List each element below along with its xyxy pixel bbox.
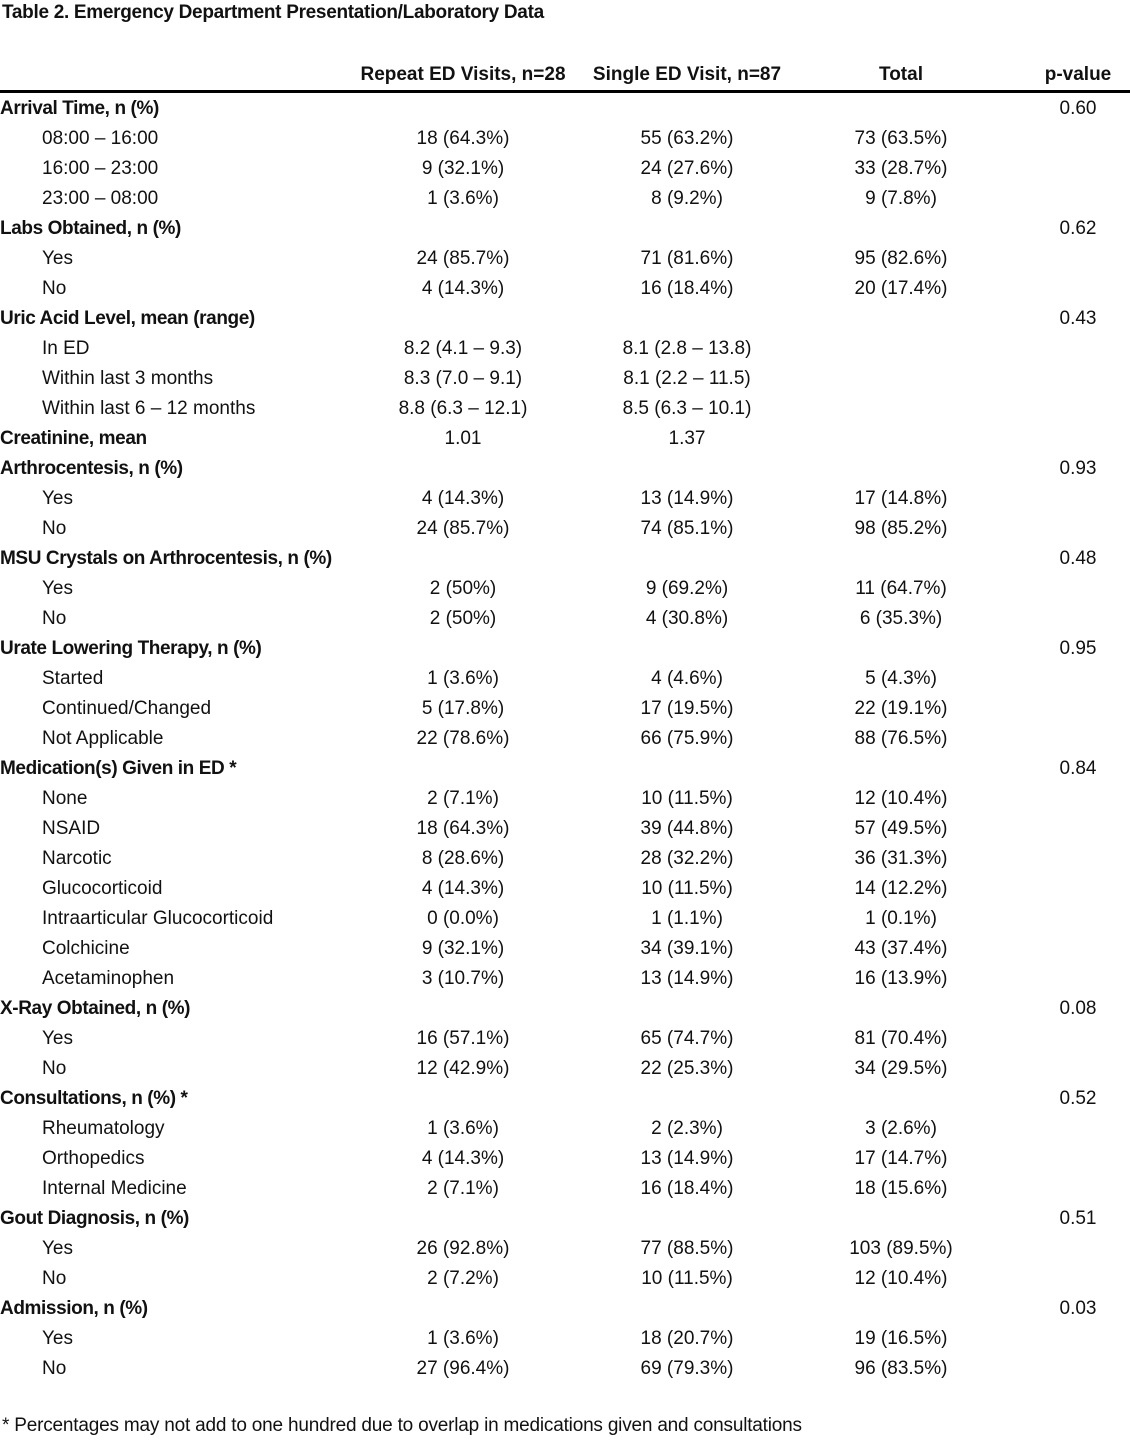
repeat-ed-visits-cell: 9 (32.1%) [421,158,505,179]
row-label: In ED [42,338,90,359]
row-label: Internal Medicine [42,1178,187,1199]
repeat-ed-visits-cell: 1 (3.6%) [427,668,499,689]
repeat-ed-visits-cell: 16 (57.1%) [416,1028,510,1049]
table-row [0,694,1130,724]
p-value-cell: 0.48 [1059,548,1097,569]
row-label: Creatinine, mean [0,428,147,449]
row-label: Glucocorticoid [42,878,163,899]
total-cell: 16 (13.9%) [854,968,948,989]
table-group-row [0,424,1130,454]
repeat-ed-visits-cell: 1 (3.6%) [427,1328,499,1349]
repeat-ed-visits-cell: 2 (7.1%) [427,788,499,809]
single-ed-visit-cell: 4 (4.6%) [651,668,723,689]
table-row [0,484,1130,514]
single-ed-visit-cell: 10 (11.5%) [641,788,733,809]
row-label: Urate Lowering Therapy, n (%) [0,638,262,659]
header-single-ed-visit: Single ED Visit, n=87 [592,64,782,85]
table-row [0,664,1130,694]
row-label: Yes [42,1328,73,1349]
table-row [0,1324,1130,1354]
row-label: Consultations, n (%) * [0,1088,188,1109]
total-cell: 11 (64.7%) [855,578,947,599]
row-label: No [42,1058,67,1079]
row-label: 08:00 – 16:00 [42,128,159,149]
p-value-cell: 0.43 [1059,308,1097,329]
single-ed-visit-cell: 9 (69.2%) [645,578,729,599]
row-label: Gout Diagnosis, n (%) [0,1208,189,1229]
table-row [0,784,1130,814]
total-cell: 98 (85.2%) [854,518,948,539]
single-ed-visit-cell: 74 (85.1%) [640,518,734,539]
table-group-row [0,544,1130,574]
total-cell: 36 (31.3%) [854,848,948,869]
single-ed-visit-cell: 1.37 [668,428,706,449]
p-value-cell: 0.52 [1059,1088,1097,1109]
single-ed-visit-cell: 13 (14.9%) [640,488,734,509]
header-repeat-ed-visits: Repeat ED Visits, n=28 [360,64,566,85]
table-footnote: * Percentages may not add to one hundred due to overlap in medications given and consultations [2,1415,802,1436]
table-row [0,1114,1130,1144]
single-ed-visit-cell: 24 (27.6%) [640,158,734,179]
single-ed-visit-cell: 4 (30.8%) [645,608,729,629]
table-row [0,1144,1130,1174]
single-ed-visit-cell: 22 (25.3%) [640,1058,734,1079]
repeat-ed-visits-cell: 24 (85.7%) [416,518,510,539]
table-header-row [0,62,1130,88]
row-label: Uric Acid Level, mean (range) [0,308,255,329]
row-label: Not Applicable [42,728,164,749]
p-value-cell: 0.08 [1059,998,1097,1019]
row-label: No [42,278,67,299]
repeat-ed-visits-cell: 4 (14.3%) [421,488,505,509]
row-label: Rheumatology [42,1118,165,1139]
table-row [0,154,1130,184]
repeat-ed-visits-cell: 1.01 [444,428,482,449]
table-row [0,334,1130,364]
single-ed-visit-cell: 13 (14.9%) [640,1148,734,1169]
repeat-ed-visits-cell: 27 (96.4%) [416,1358,510,1379]
p-value-cell: 0.84 [1059,758,1097,779]
p-value-cell: 0.03 [1059,1298,1097,1319]
total-cell: 96 (83.5%) [854,1358,948,1379]
total-cell: 34 (29.5%) [854,1058,948,1079]
total-cell: 103 (89.5%) [849,1238,953,1259]
repeat-ed-visits-cell: 4 (14.3%) [421,1148,505,1169]
row-label: Admission, n (%) [0,1298,148,1319]
row-label: X-Ray Obtained, n (%) [0,998,191,1019]
table-row [0,244,1130,274]
row-label: Yes [42,1238,73,1259]
repeat-ed-visits-cell: 0 (0.0%) [427,908,499,929]
row-label: Continued/Changed [42,698,212,719]
table-row [0,874,1130,904]
table-row [0,934,1130,964]
table-group-row [0,994,1130,1024]
total-cell: 43 (37.4%) [854,938,948,959]
table-row [0,514,1130,544]
total-cell: 17 (14.8%) [854,488,948,509]
single-ed-visit-cell: 2 (2.3%) [651,1118,723,1139]
row-label: Yes [42,1028,73,1049]
total-cell: 3 (2.6%) [865,1118,937,1139]
p-value-cell: 0.95 [1059,638,1097,659]
row-label: Yes [42,578,73,599]
total-cell: 81 (70.4%) [854,1028,948,1049]
repeat-ed-visits-cell: 9 (32.1%) [421,938,505,959]
single-ed-visit-cell: 8 (9.2%) [651,188,723,209]
table-row [0,904,1130,934]
table-row [0,1054,1130,1084]
single-ed-visit-cell: 8.5 (6.3 – 10.1) [622,398,752,419]
repeat-ed-visits-cell: 4 (14.3%) [421,878,505,899]
row-label: Arthrocentesis, n (%) [0,458,183,479]
repeat-ed-visits-cell: 5 (17.8%) [421,698,505,719]
header-total: Total [879,64,923,85]
p-value-cell: 0.51 [1059,1208,1097,1229]
row-label: None [42,788,88,809]
row-label: No [42,608,67,629]
repeat-ed-visits-cell: 8.2 (4.1 – 9.3) [403,338,523,359]
p-value-cell: 0.60 [1059,98,1097,119]
single-ed-visit-cell: 55 (63.2%) [640,128,734,149]
single-ed-visit-cell: 8.1 (2.8 – 13.8) [622,338,752,359]
single-ed-visit-cell: 71 (81.6%) [640,248,734,269]
total-cell: 14 (12.2%) [854,878,948,899]
table-group-row [0,304,1130,334]
total-cell: 95 (82.6%) [854,248,948,269]
table-group-row [0,214,1130,244]
repeat-ed-visits-cell: 26 (92.8%) [416,1238,510,1259]
table-group-row [0,1294,1130,1324]
row-label: Arrival Time, n (%) [0,98,159,119]
table-row [0,604,1130,634]
table-row [0,124,1130,154]
row-label: Labs Obtained, n (%) [0,218,181,239]
header-divider [0,90,1130,93]
table-group-row [0,1204,1130,1234]
row-label: NSAID [42,818,101,839]
single-ed-visit-cell: 16 (18.4%) [640,1178,734,1199]
single-ed-visit-cell: 66 (75.9%) [640,728,734,749]
single-ed-visit-cell: 10 (11.5%) [641,1268,733,1289]
single-ed-visit-cell: 28 (32.2%) [640,848,734,869]
total-cell: 17 (14.7%) [854,1148,948,1169]
table-row [0,1354,1130,1384]
row-label: Medication(s) Given in ED * [0,758,237,779]
table-row [0,844,1130,874]
table-title: Table 2. Emergency Department Presentation/Laboratory Data [2,2,544,23]
table-group-row [0,754,1130,784]
row-label: Yes [42,248,73,269]
total-cell: 33 (28.7%) [854,158,948,179]
table-row [0,1024,1130,1054]
table-body [0,94,1130,1384]
row-label: No [42,1358,67,1379]
single-ed-visit-cell: 65 (74.7%) [640,1028,734,1049]
repeat-ed-visits-cell: 8.8 (6.3 – 12.1) [398,398,528,419]
repeat-ed-visits-cell: 22 (78.6%) [416,728,510,749]
repeat-ed-visits-cell: 8.3 (7.0 – 9.1) [403,368,523,389]
p-value-cell: 0.62 [1059,218,1097,239]
repeat-ed-visits-cell: 18 (64.3%) [416,128,510,149]
repeat-ed-visits-cell: 2 (50%) [429,578,497,599]
row-label: 16:00 – 23:00 [42,158,159,179]
repeat-ed-visits-cell: 8 (28.6%) [421,848,505,869]
row-label: Yes [42,488,73,509]
total-cell: 20 (17.4%) [854,278,948,299]
single-ed-visit-cell: 39 (44.8%) [640,818,734,839]
row-label: No [42,1268,67,1289]
total-cell: 18 (15.6%) [854,1178,948,1199]
table-row [0,574,1130,604]
single-ed-visit-cell: 34 (39.1%) [640,938,734,959]
single-ed-visit-cell: 77 (88.5%) [640,1238,734,1259]
row-label: Orthopedics [42,1148,145,1169]
row-label: No [42,518,67,539]
total-cell: 57 (49.5%) [854,818,948,839]
total-cell: 1 (0.1%) [865,908,937,929]
total-cell: 12 (10.4%) [854,788,948,809]
row-label: Acetaminophen [42,968,175,989]
table-row [0,1234,1130,1264]
repeat-ed-visits-cell: 2 (7.1%) [427,1178,499,1199]
table-row [0,1264,1130,1294]
single-ed-visit-cell: 10 (11.5%) [641,878,733,899]
total-cell: 22 (19.1%) [854,698,948,719]
repeat-ed-visits-cell: 1 (3.6%) [427,188,499,209]
table-group-row [0,1084,1130,1114]
row-label: Started [42,668,104,689]
row-label: Within last 3 months [42,368,214,389]
repeat-ed-visits-cell: 12 (42.9%) [416,1058,510,1079]
single-ed-visit-cell: 13 (14.9%) [640,968,734,989]
p-value-cell: 0.93 [1059,458,1097,479]
row-label: MSU Crystals on Arthrocentesis, n (%) [0,548,332,569]
table-row [0,814,1130,844]
row-label: Within last 6 – 12 months [42,398,256,419]
repeat-ed-visits-cell: 2 (50%) [429,608,497,629]
table-row [0,964,1130,994]
row-label: 23:00 – 08:00 [42,188,159,209]
repeat-ed-visits-cell: 24 (85.7%) [416,248,510,269]
repeat-ed-visits-cell: 2 (7.2%) [427,1268,499,1289]
table-row [0,394,1130,424]
table-row [0,724,1130,754]
total-cell: 73 (63.5%) [854,128,948,149]
repeat-ed-visits-cell: 18 (64.3%) [416,818,510,839]
header-p-value: p-value [1044,64,1112,85]
repeat-ed-visits-cell: 4 (14.3%) [421,278,505,299]
repeat-ed-visits-cell: 1 (3.6%) [427,1118,499,1139]
total-cell: 6 (35.3%) [859,608,943,629]
single-ed-visit-cell: 69 (79.3%) [640,1358,734,1379]
single-ed-visit-cell: 1 (1.1%) [651,908,723,929]
table-group-row [0,94,1130,124]
row-label: Colchicine [42,938,130,959]
table-group-row [0,634,1130,664]
table-group-row [0,454,1130,484]
total-cell: 5 (4.3%) [865,668,937,689]
total-cell: 12 (10.4%) [854,1268,948,1289]
total-cell: 19 (16.5%) [854,1328,948,1349]
single-ed-visit-cell: 17 (19.5%) [640,698,734,719]
row-label: Narcotic [42,848,112,869]
total-cell: 9 (7.8%) [865,188,937,209]
row-label: Intraarticular Glucocorticoid [42,908,274,929]
table-row [0,274,1130,304]
single-ed-visit-cell: 18 (20.7%) [640,1328,734,1349]
table-row [0,1174,1130,1204]
single-ed-visit-cell: 16 (18.4%) [640,278,734,299]
table-row [0,184,1130,214]
total-cell: 88 (76.5%) [854,728,948,749]
repeat-ed-visits-cell: 3 (10.7%) [421,968,505,989]
table-row [0,364,1130,394]
single-ed-visit-cell: 8.1 (2.2 – 11.5) [623,368,751,389]
